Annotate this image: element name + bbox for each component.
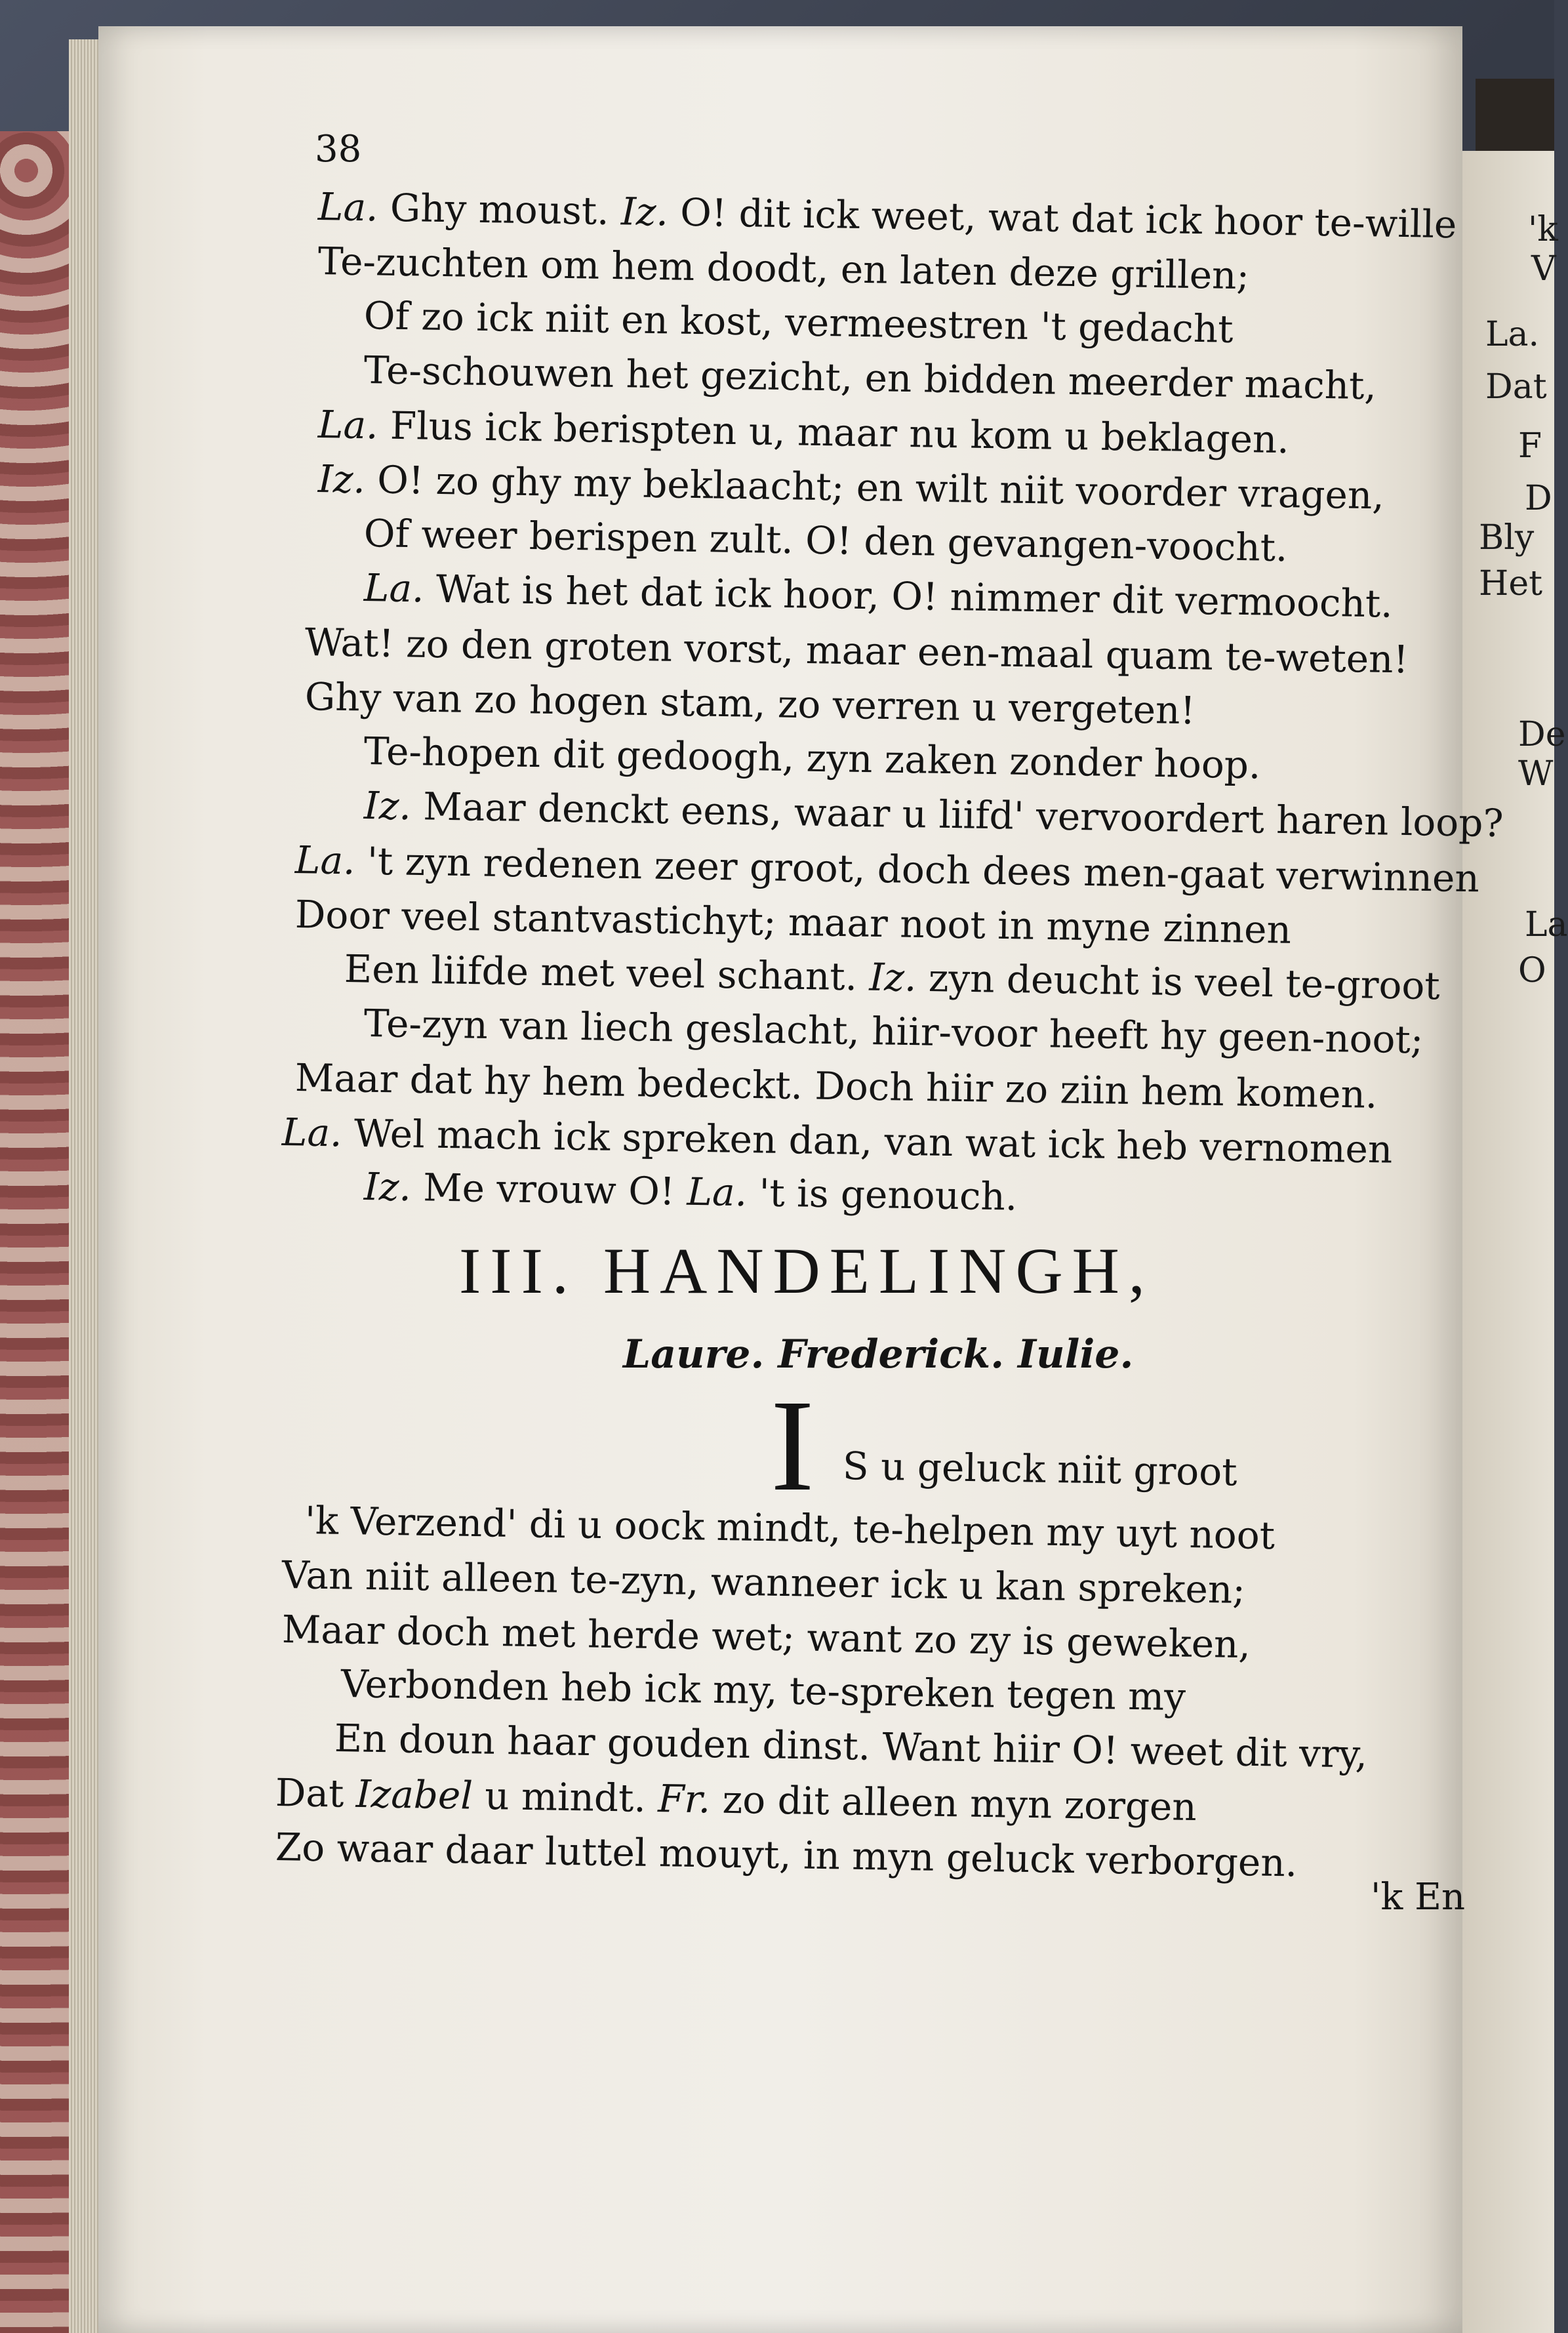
act-two-line [363, 510, 1288, 571]
verse-text: Te-schouwen het gezicht, en bidden meerder macht, [363, 348, 1377, 409]
speaker-label: La. [317, 402, 379, 448]
verse-text: Zo waar daar luttel mouyt, in myn geluck verborgen. [275, 1825, 1298, 1886]
act-three-line [281, 1552, 1245, 1613]
page-number: 38 [315, 128, 362, 171]
verse-text: Dat [275, 1770, 357, 1816]
verse-text: zyn deucht is veel te-groot [915, 955, 1441, 1009]
speaker-label: La. [281, 1110, 343, 1156]
speaker-label: La. [687, 1169, 748, 1215]
facing-page-fragment: W [1518, 754, 1554, 794]
verse-text: Maar denckt eens, waar u liifd' vervoordert haren loop? [411, 784, 1504, 846]
act-two-line [304, 674, 1196, 733]
act-two-line [317, 401, 1289, 462]
verse-text: Te-hopen dit gedoogh, zyn zaken zonder hoop. [363, 729, 1261, 788]
verse-text: Te-zuchten om hem doodt, en laten deze grillen; [317, 239, 1250, 298]
verse-text: O! zo ghy my beklaacht; en wilt niit voorder vragen, [365, 457, 1385, 518]
speaker-label: La. [317, 184, 379, 230]
verse-text: O! dit ick weet, wat dat ick hoor te-wille [668, 190, 1457, 247]
act-three-line [304, 1497, 1275, 1558]
speaker-label: Fr. [657, 1776, 711, 1822]
act-two-line [363, 1164, 1017, 1220]
act-two-line [281, 1109, 1392, 1173]
verse-text: Flus ick berispten u, maar nu kom u beklagen. [377, 403, 1290, 462]
act-two-line [344, 946, 1440, 1009]
name-izabel: Izabel [355, 1771, 473, 1818]
act-three-line [275, 1770, 1197, 1830]
verse-text: 'k Verzend' di u oock mindt, te-helpen my uyt noot [304, 1498, 1276, 1558]
verse-text: Wat! zo den groten vorst, maar een-maal quam te-weten! [304, 620, 1409, 682]
verse-text: 't zyn redenen zeer groot, doch dees men-gaat verwinnen [354, 838, 1480, 901]
verse-text: Te-zyn van liech geslacht, hiir-voor heeft hy geen-noot; [363, 1001, 1424, 1063]
verse-text: Me vrouw O! [411, 1165, 688, 1214]
verse-text: zo dit alleen myn zorgen [710, 1777, 1197, 1830]
act-three-line [275, 1824, 1297, 1886]
verse-text: Verbonden heb ick my, te-spreken tegen my [340, 1661, 1186, 1720]
facing-page-fragment: O [1518, 951, 1546, 990]
verse-text: Van niit alleen te-zyn, wanneer ick u kan spreken; [281, 1552, 1246, 1613]
speaker-label: La. [294, 838, 356, 883]
facing-page-fragment: Dat [1485, 367, 1547, 407]
verse-text: Maar doch met herde wet; want zo zy is geweken, [281, 1607, 1251, 1667]
act-two-line [304, 619, 1409, 682]
act-two-line [363, 728, 1260, 788]
act-two-line [317, 184, 1457, 247]
speaker-label: Iz. [363, 783, 412, 829]
facing-page-fragment: De [1518, 715, 1566, 754]
facing-page-fragment: D [1525, 479, 1552, 518]
catchword: 'k En [1371, 1876, 1466, 1918]
facing-page-fragment: V [1531, 249, 1556, 289]
verse-text: Ghy moust. [377, 185, 622, 234]
act-two-line [294, 891, 1291, 953]
act-three-line [340, 1661, 1186, 1720]
verse-text: Maar dat hy hem bedeckt. Doch hiir zo ziin hem komen. [294, 1055, 1378, 1117]
verse-text: Ghy van zo hogen stam, zo verren u vergeten! [304, 674, 1196, 733]
act-two-line [294, 837, 1479, 901]
facing-page-fragment: La [1525, 905, 1568, 944]
act-three-line [281, 1606, 1251, 1667]
act-two-line [294, 1055, 1377, 1118]
act-three-line [842, 1443, 1237, 1495]
act-two-line [363, 565, 1393, 627]
verse-text: Een liifde met veel schant. [344, 946, 870, 1000]
verse-text: Of weer berispen zult. O! den gevangen-voocht. [363, 511, 1288, 571]
facing-page-fragment: La. [1485, 315, 1540, 354]
verse-text: S u geluck niit groot [842, 1444, 1238, 1495]
speaker-label: Iz. [869, 954, 917, 1000]
act-two-line [363, 293, 1234, 352]
facing-page-fragment: 'k [1528, 210, 1558, 249]
speaker-label: Iz. [363, 1164, 412, 1210]
act-two-line [363, 782, 1504, 846]
verse-text: Door veel stantvastichyt; maar noot in myne zinnen [294, 892, 1292, 952]
verse-text: Wel mach ick spreken dan, van wat ick heb vernomen [341, 1110, 1393, 1172]
speaker-label: Iz. [620, 189, 669, 235]
act-two-line [363, 347, 1377, 409]
facing-page-fragment: Bly [1479, 518, 1535, 558]
act-two-line [363, 1000, 1423, 1063]
act-heading: III. HANDELINGH, [459, 1234, 1154, 1307]
drop-capital: I [771, 1373, 814, 1518]
speaker-label: La. [363, 565, 425, 611]
facing-page-fragment: F [1518, 426, 1542, 466]
act-two-line [317, 238, 1249, 298]
verse-text: u mindt. [472, 1773, 658, 1821]
verse-text: En doun haar gouden dinst. Want hiir O! weet dit vry, [334, 1716, 1368, 1777]
verse-text: 't is genouch. [746, 1170, 1018, 1219]
act-two-line [317, 456, 1384, 519]
verse-text: Wat is het dat ick hoor, O! nimmer dit vermoocht. [423, 566, 1394, 626]
act-three-line [334, 1715, 1367, 1777]
verse-text: Of zo ick niit en kost, vermeestren 't gedacht [363, 293, 1234, 352]
facing-page-fragment: Het [1479, 564, 1543, 603]
speaker-label: Iz. [317, 456, 366, 502]
dramatis-personae: Laure. Frederick. Iulie. [623, 1331, 1134, 1377]
